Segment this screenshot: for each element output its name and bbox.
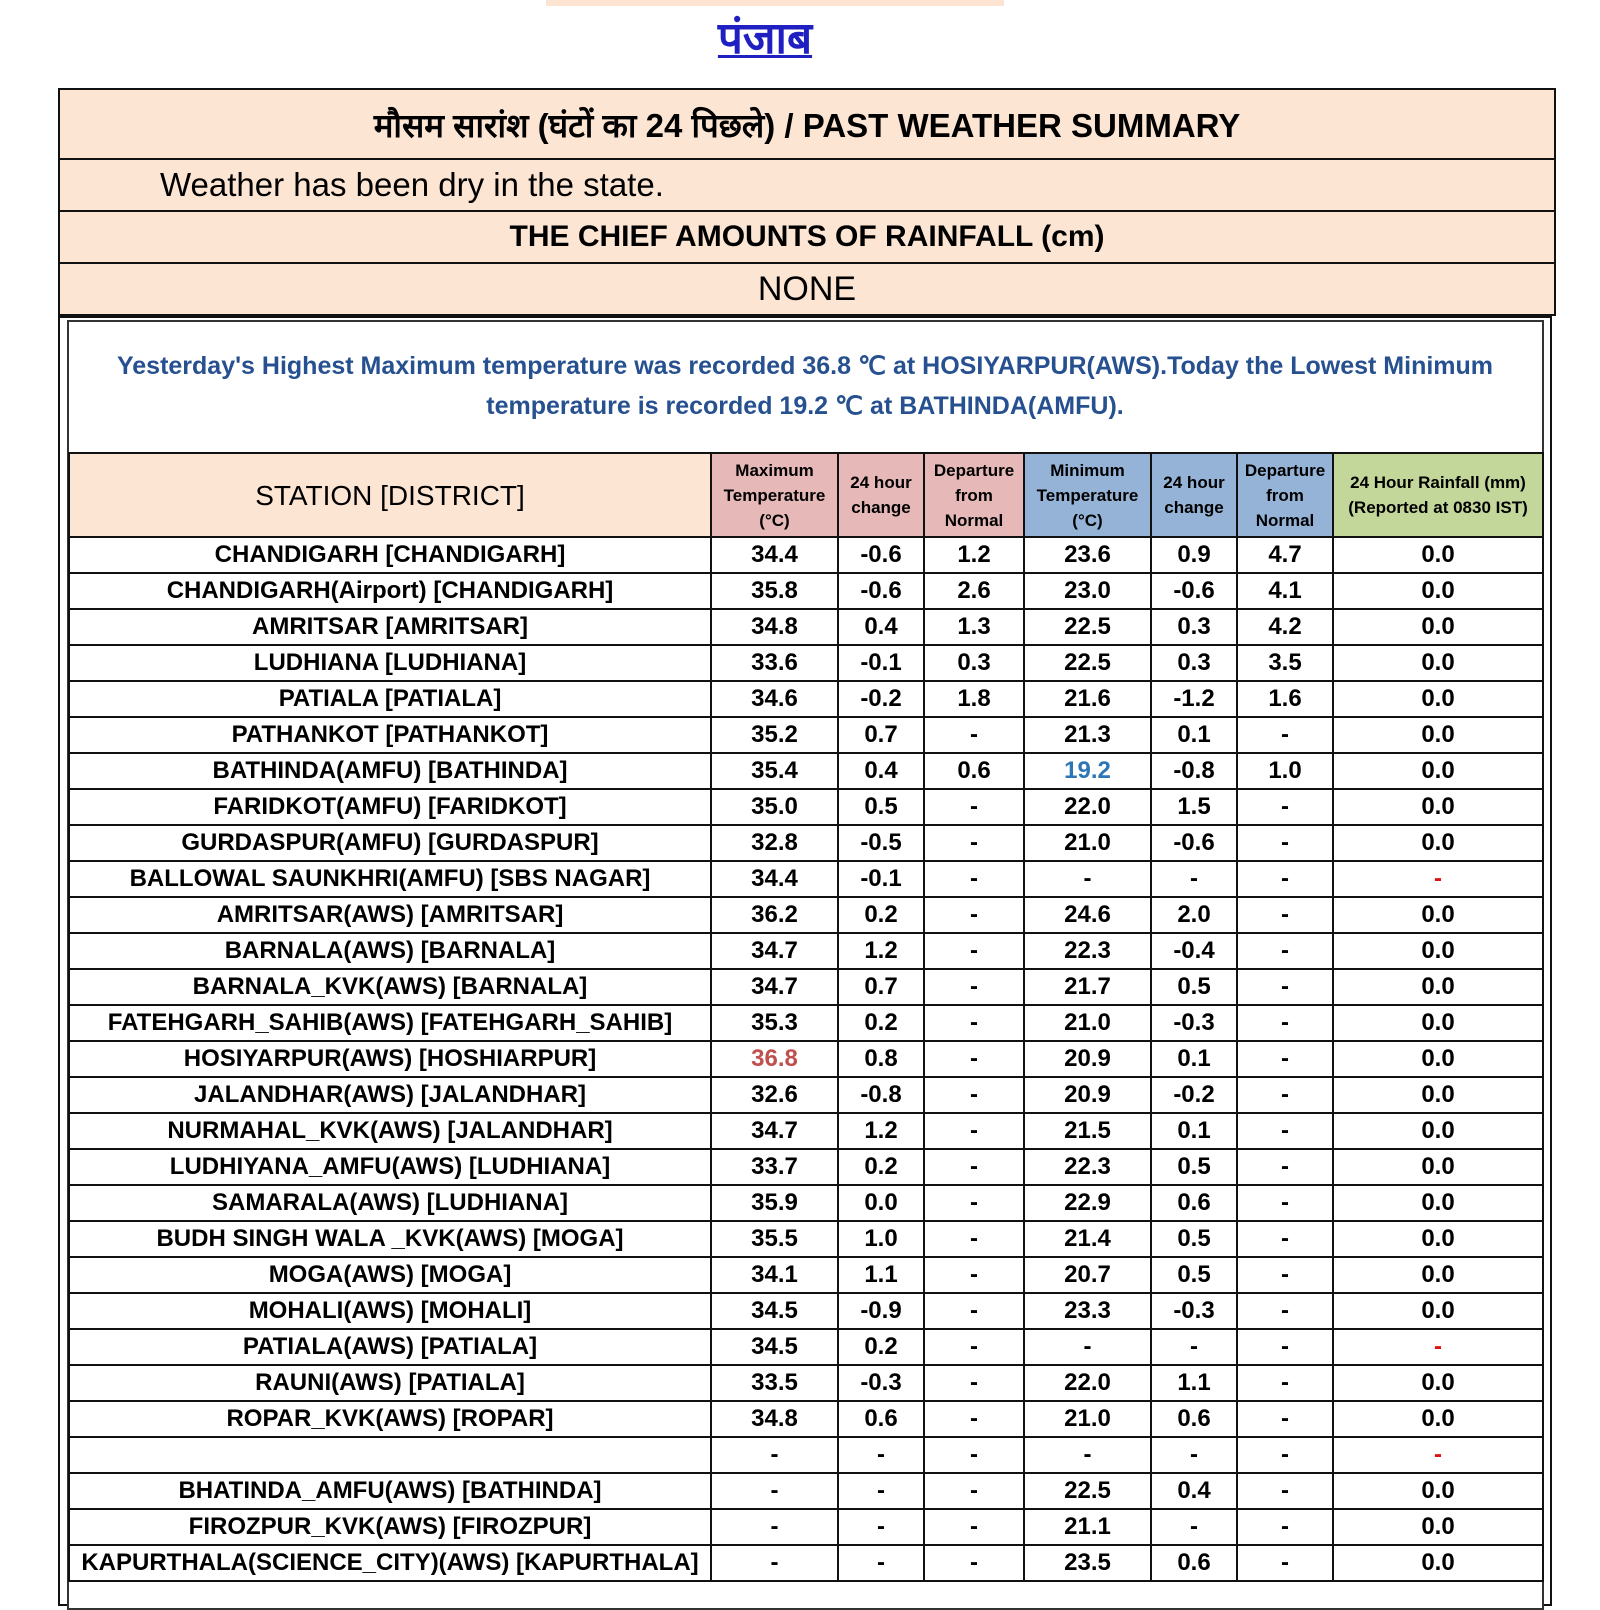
cell-station: MOHALI(AWS) [MOHALI] [69,1293,711,1329]
cell-rainfall: 0.0 [1333,1257,1543,1293]
cell-max-departure: - [924,1257,1024,1293]
header-min-change: 24 hour change [1151,453,1237,537]
past-weather-summary [58,88,1556,316]
cell-rainfall: 0.0 [1333,681,1543,717]
cell-min-departure: - [1237,1293,1333,1329]
cell-station: SAMARALA(AWS) [LUDHIANA] [69,1185,711,1221]
cell-rainfall: 0.0 [1333,1545,1543,1581]
cell-max-temp: 33.6 [711,645,838,681]
cell-min-change: - [1151,1329,1237,1365]
cell-max-change: -0.6 [838,537,924,573]
cell-rainfall: 0.0 [1333,1149,1543,1185]
cell-max-temp: 35.5 [711,1221,838,1257]
cell-min-departure: - [1237,1221,1333,1257]
cell-max-change: - [838,1473,924,1509]
header-station: STATION [DISTRICT] [69,453,711,537]
cell-min-temp: 23.0 [1024,573,1151,609]
cell-max-change: -0.5 [838,825,924,861]
table-row [69,1113,1543,1149]
cell-max-change: 0.4 [838,753,924,789]
cell-min-departure: - [1237,1257,1333,1293]
cell-min-departure: - [1237,1149,1333,1185]
header-min-departure: Departure from Normal [1237,453,1333,537]
cell-rainfall: 0.0 [1333,1293,1543,1329]
cell-min-change: -0.3 [1151,1005,1237,1041]
table-row [69,1473,1543,1509]
cell-station: MOGA(AWS) [MOGA] [69,1257,711,1293]
cell-station: PATIALA(AWS) [PATIALA] [69,1329,711,1365]
cell-station: LUDHIYANA_AMFU(AWS) [LUDHIANA] [69,1149,711,1185]
cell-min-departure: - [1237,1509,1333,1545]
rainfall-heading: THE CHIEF AMOUNTS OF RAINFALL (cm) [60,212,1554,264]
cell-min-change: -0.8 [1151,753,1237,789]
cell-min-temp: 20.9 [1024,1041,1151,1077]
cell-max-temp: 33.7 [711,1149,838,1185]
cell-station: BARNALA(AWS) [BARNALA] [69,933,711,969]
cell-max-temp: 32.8 [711,825,838,861]
cell-max-departure: - [924,1509,1024,1545]
cell-max-departure: - [924,717,1024,753]
cell-max-temp: 34.7 [711,969,838,1005]
cell-min-change: 0.3 [1151,609,1237,645]
cell-min-departure: - [1237,1437,1333,1473]
cell-min-change: 1.5 [1151,789,1237,825]
table-row [69,573,1543,609]
cell-max-change: 1.2 [838,933,924,969]
cell-station: BARNALA_KVK(AWS) [BARNALA] [69,969,711,1005]
cell-min-change: 1.1 [1151,1365,1237,1401]
cell-max-departure: - [924,1149,1024,1185]
cell-rainfall: 0.0 [1333,1365,1543,1401]
cell-station: BATHINDA(AMFU) [BATHINDA] [69,753,711,789]
table-row [69,1005,1543,1041]
cell-max-temp: - [711,1437,838,1473]
cell-min-departure: - [1237,789,1333,825]
cell-max-departure: - [924,789,1024,825]
cell-max-departure: - [924,1545,1024,1581]
table-row [69,1365,1543,1401]
cell-max-temp: 34.7 [711,1113,838,1149]
cell-station: RAUNI(AWS) [PATIALA] [69,1365,711,1401]
header-rainfall: 24 Hour Rainfall (mm) (Reported at 0830 IST) [1333,453,1543,537]
cell-min-change: 0.6 [1151,1545,1237,1581]
cell-station: ROPAR_KVK(AWS) [ROPAR] [69,1401,711,1437]
cell-rainfall: 0.0 [1333,609,1543,645]
cell-rainfall: 0.0 [1333,1401,1543,1437]
cell-max-departure: - [924,1329,1024,1365]
cell-min-change: 0.5 [1151,1221,1237,1257]
cell-max-change: 0.2 [838,1329,924,1365]
cell-min-temp: 19.2 [1024,753,1151,789]
table-row [69,861,1543,897]
cell-min-change: 0.9 [1151,537,1237,573]
cell-max-change: 0.7 [838,969,924,1005]
cell-max-departure: 1.3 [924,609,1024,645]
cell-max-change: -0.6 [838,573,924,609]
cell-max-temp: 35.4 [711,753,838,789]
cell-min-departure: - [1237,1365,1333,1401]
cell-rainfall: 0.0 [1333,825,1543,861]
cell-min-departure: - [1237,1005,1333,1041]
cell-rainfall: 0.0 [1333,1509,1543,1545]
table-row [69,1077,1543,1113]
cell-min-change: - [1151,861,1237,897]
cell-rainfall: 0.0 [1333,1077,1543,1113]
cell-rainfall: 0.0 [1333,1113,1543,1149]
cell-station [69,1437,711,1473]
cell-max-change: - [838,1509,924,1545]
cell-rainfall: 0.0 [1333,1041,1543,1077]
cell-station: NURMAHAL_KVK(AWS) [JALANDHAR] [69,1113,711,1149]
cell-min-change: 0.4 [1151,1473,1237,1509]
table-row [69,1041,1543,1077]
cell-min-departure: 1.0 [1237,753,1333,789]
cell-max-change: 0.6 [838,1401,924,1437]
cell-min-temp: 21.7 [1024,969,1151,1005]
cell-min-temp: 22.0 [1024,789,1151,825]
table-row [69,1437,1543,1473]
table-row [69,1257,1543,1293]
cell-station: BHATINDA_AMFU(AWS) [BATHINDA] [69,1473,711,1509]
table-row [69,537,1543,573]
cell-max-departure: - [924,1005,1024,1041]
cell-max-change: -0.9 [838,1293,924,1329]
cell-station: JALANDHAR(AWS) [JALANDHAR] [69,1077,711,1113]
cell-station: BALLOWAL SAUNKHRI(AMFU) [SBS NAGAR] [69,861,711,897]
cell-min-temp: 23.3 [1024,1293,1151,1329]
observations-table [68,452,1544,1582]
cell-max-departure: - [924,1473,1024,1509]
cell-station: CHANDIGARH [CHANDIGARH] [69,537,711,573]
table-row [69,1329,1543,1365]
table-row [69,789,1543,825]
header-min-temp: Minimum Temperature (°C) [1024,453,1151,537]
cell-max-temp: 35.9 [711,1185,838,1221]
cell-min-change: -0.3 [1151,1293,1237,1329]
cell-min-temp: 22.3 [1024,933,1151,969]
cell-min-departure: - [1237,717,1333,753]
cell-max-departure: 2.6 [924,573,1024,609]
cell-max-departure: - [924,1437,1024,1473]
cell-min-change: 0.3 [1151,645,1237,681]
cell-max-change: 1.0 [838,1221,924,1257]
cell-max-change: -0.3 [838,1365,924,1401]
cell-min-departure: 1.6 [1237,681,1333,717]
cell-min-change: 2.0 [1151,897,1237,933]
table-header-row [69,453,1543,537]
table-row [69,1401,1543,1437]
cell-min-temp: 23.5 [1024,1545,1151,1581]
cell-rainfall: 0.0 [1333,717,1543,753]
rainfall-value: NONE [60,264,1554,316]
cell-rainfall: 0.0 [1333,645,1543,681]
cell-min-departure: - [1237,1077,1333,1113]
cell-max-change: -0.8 [838,1077,924,1113]
cell-min-temp: 20.7 [1024,1257,1151,1293]
cell-max-change: 1.1 [838,1257,924,1293]
cell-max-departure: - [924,1401,1024,1437]
cell-rainfall: 0.0 [1333,1005,1543,1041]
cell-rainfall: 0.0 [1333,537,1543,573]
table-row [69,753,1543,789]
cell-rainfall: - [1333,1329,1543,1365]
cell-max-change: 1.2 [838,1113,924,1149]
cell-max-change: 0.0 [838,1185,924,1221]
table-row [69,681,1543,717]
cell-station: PATIALA [PATIALA] [69,681,711,717]
state-title[interactable] [0,6,1600,66]
cell-station: FATEHGARH_SAHIB(AWS) [FATEHGARH_SAHIB] [69,1005,711,1041]
cell-rainfall: 0.0 [1333,897,1543,933]
cell-min-change: 0.5 [1151,1257,1237,1293]
cell-min-departure: - [1237,1041,1333,1077]
table-row [69,609,1543,645]
cell-min-departure: 4.7 [1237,537,1333,573]
cell-max-temp: 35.8 [711,573,838,609]
cell-station: BUDH SINGH WALA _KVK(AWS) [MOGA] [69,1221,711,1257]
cell-max-temp: 35.2 [711,717,838,753]
cell-station: CHANDIGARH(Airport) [CHANDIGARH] [69,573,711,609]
cell-min-change: -0.6 [1151,573,1237,609]
cell-station: FARIDKOT(AMFU) [FARIDKOT] [69,789,711,825]
cell-max-departure: - [924,969,1024,1005]
cell-rainfall: - [1333,1437,1543,1473]
cell-max-departure: 1.8 [924,681,1024,717]
cell-max-departure: 1.2 [924,537,1024,573]
cell-min-temp: 21.1 [1024,1509,1151,1545]
cell-station: KAPURTHALA(SCIENCE_CITY)(AWS) [KAPURTHALA] [69,1545,711,1581]
cell-max-change: 0.8 [838,1041,924,1077]
cell-min-departure: - [1237,969,1333,1005]
cell-max-change: - [838,1545,924,1581]
cell-max-change: -0.2 [838,681,924,717]
cell-max-temp: - [711,1509,838,1545]
cell-rainfall: 0.0 [1333,969,1543,1005]
cell-min-change: 0.6 [1151,1401,1237,1437]
cell-station: FIROZPUR_KVK(AWS) [FIROZPUR] [69,1509,711,1545]
cell-max-temp: 34.5 [711,1329,838,1365]
cell-rainfall: 0.0 [1333,573,1543,609]
cell-min-change: -0.2 [1151,1077,1237,1113]
cell-max-departure: - [924,933,1024,969]
cell-min-change: 0.5 [1151,1149,1237,1185]
cell-max-departure: - [924,1077,1024,1113]
cell-min-departure: - [1237,825,1333,861]
cell-max-temp: 34.5 [711,1293,838,1329]
cell-min-departure: 3.5 [1237,645,1333,681]
table-row [69,933,1543,969]
cell-min-temp: 21.6 [1024,681,1151,717]
table-row [69,969,1543,1005]
cell-max-temp: - [711,1545,838,1581]
cell-station: GURDASPUR(AMFU) [GURDASPUR] [69,825,711,861]
cell-min-change: 0.1 [1151,1113,1237,1149]
cell-min-temp: 21.0 [1024,1401,1151,1437]
cell-min-change: -1.2 [1151,681,1237,717]
cell-min-change: 0.1 [1151,1041,1237,1077]
cell-min-temp: 22.0 [1024,1365,1151,1401]
cell-max-temp: 32.6 [711,1077,838,1113]
cell-max-departure: 0.6 [924,753,1024,789]
cell-max-departure: - [924,861,1024,897]
cell-station: PATHANKOT [PATHANKOT] [69,717,711,753]
cell-min-departure: - [1237,1329,1333,1365]
cell-min-departure: - [1237,1473,1333,1509]
cell-min-departure: - [1237,861,1333,897]
table-row [69,1149,1543,1185]
cell-max-temp: 34.7 [711,933,838,969]
cell-min-change: 0.1 [1151,717,1237,753]
table-body [69,537,1543,1581]
cell-min-temp: - [1024,1329,1151,1365]
cell-min-departure: 4.2 [1237,609,1333,645]
cell-min-change: -0.4 [1151,933,1237,969]
cell-min-change: - [1151,1437,1237,1473]
cell-rainfall: 0.0 [1333,753,1543,789]
cell-rainfall: 0.0 [1333,1221,1543,1257]
cell-max-change: 0.7 [838,717,924,753]
cell-max-departure: - [924,825,1024,861]
header-max-departure: Departure from Normal [924,453,1024,537]
table-row [69,1293,1543,1329]
cell-max-change: - [838,1437,924,1473]
cell-min-departure: - [1237,1545,1333,1581]
cell-max-change: 0.2 [838,1005,924,1041]
state-title-text[interactable]: पंजाब [717,13,813,64]
cell-min-temp: 21.4 [1024,1221,1151,1257]
cell-min-temp: 22.5 [1024,1473,1151,1509]
cell-max-change: 0.4 [838,609,924,645]
cell-min-temp: 22.5 [1024,609,1151,645]
cell-station: AMRITSAR [AMRITSAR] [69,609,711,645]
cell-station: HOSIYARPUR(AWS) [HOSHIARPUR] [69,1041,711,1077]
cell-min-temp: 21.5 [1024,1113,1151,1149]
header-max-change: 24 hour change [838,453,924,537]
cell-min-temp: 24.6 [1024,897,1151,933]
cell-max-temp: 34.1 [711,1257,838,1293]
cell-max-departure: - [924,1041,1024,1077]
table-row [69,645,1543,681]
cell-max-departure: - [924,1221,1024,1257]
cell-max-temp: 33.5 [711,1365,838,1401]
cell-min-temp: 23.6 [1024,537,1151,573]
cell-min-change: 0.5 [1151,969,1237,1005]
cell-station: LUDHIANA [LUDHIANA] [69,645,711,681]
cell-min-change: - [1151,1509,1237,1545]
cell-max-temp: 36.2 [711,897,838,933]
cell-max-temp: 35.0 [711,789,838,825]
cell-max-change: 0.2 [838,1149,924,1185]
cell-rainfall: 0.0 [1333,1185,1543,1221]
cell-min-departure: - [1237,933,1333,969]
cell-rainfall: 0.0 [1333,789,1543,825]
cell-max-departure: - [924,1185,1024,1221]
table-row [69,1509,1543,1545]
cell-min-temp: 22.5 [1024,645,1151,681]
cell-min-temp: 21.0 [1024,1005,1151,1041]
cell-max-temp: 34.4 [711,861,838,897]
cell-min-departure: - [1237,1185,1333,1221]
table-row [69,717,1543,753]
summary-text: Weather has been dry in the state. [60,160,1554,212]
cell-rainfall: 0.0 [1333,1473,1543,1509]
cell-min-change: -0.6 [1151,825,1237,861]
cell-max-temp: 36.8 [711,1041,838,1077]
table-row [69,897,1543,933]
cell-max-departure: - [924,1113,1024,1149]
cell-min-departure: - [1237,1113,1333,1149]
temperature-highlight: Yesterday's Highest Maximum temperature was recorded 36.8 ℃ at HOSIYARPUR(AWS).Today the Lowest Minimum temperature is recorded 19.2 ℃ at BATHINDA(AMFU). [116,352,1494,420]
cell-min-temp: - [1024,1437,1151,1473]
cell-rainfall: 0.0 [1333,933,1543,969]
cell-max-departure: - [924,897,1024,933]
cell-max-change: 0.2 [838,897,924,933]
cell-min-departure: 4.1 [1237,573,1333,609]
cell-min-temp: 22.3 [1024,1149,1151,1185]
cell-max-temp: 34.4 [711,537,838,573]
cell-min-temp: - [1024,861,1151,897]
cell-station: AMRITSAR(AWS) [AMRITSAR] [69,897,711,933]
cell-max-temp: 34.8 [711,609,838,645]
cell-min-change: 0.6 [1151,1185,1237,1221]
cell-min-temp: 21.0 [1024,825,1151,861]
cell-max-change: -0.1 [838,861,924,897]
cell-rainfall: - [1333,861,1543,897]
cell-max-change: 0.5 [838,789,924,825]
table-row [69,1545,1543,1581]
summary-heading: मौसम सारांश (घंटों का 24 पिछले) / PAST WEATHER SUMMARY [60,90,1554,160]
cell-max-temp: - [711,1473,838,1509]
table-row [69,825,1543,861]
table-row [69,1185,1543,1221]
cell-min-departure: - [1237,897,1333,933]
cell-min-temp: 21.3 [1024,717,1151,753]
header-max-temp: Maximum Temperature (°C) [711,453,838,537]
cell-max-departure: 0.3 [924,645,1024,681]
cell-min-temp: 22.9 [1024,1185,1151,1221]
cell-max-departure: - [924,1365,1024,1401]
cell-max-departure: - [924,1293,1024,1329]
cell-max-temp: 34.6 [711,681,838,717]
cell-max-temp: 35.3 [711,1005,838,1041]
cell-max-change: -0.1 [838,645,924,681]
cell-max-temp: 34.8 [711,1401,838,1437]
table-row [69,1221,1543,1257]
cell-min-departure: - [1237,1401,1333,1437]
cell-min-temp: 20.9 [1024,1077,1151,1113]
